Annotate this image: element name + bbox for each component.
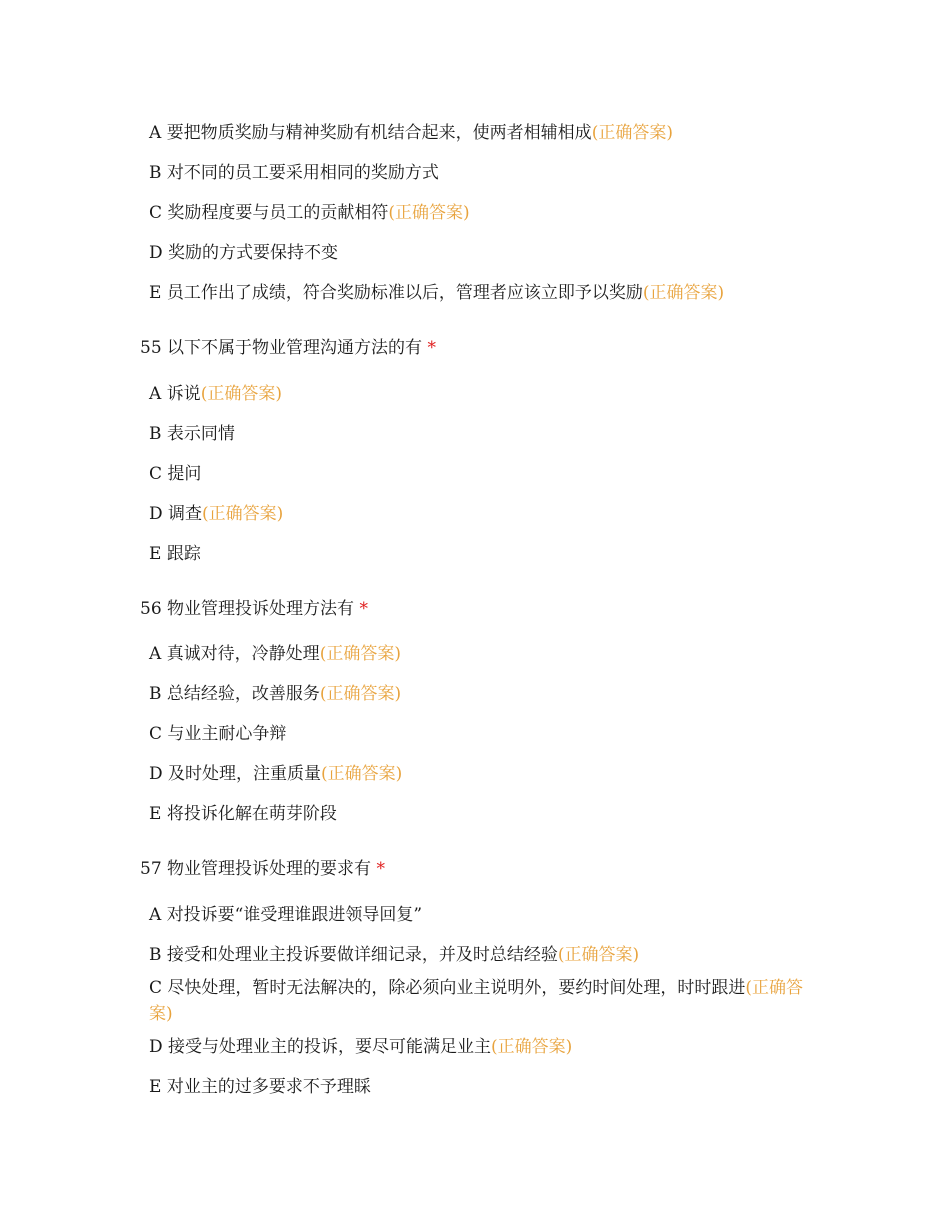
option-letter: A (149, 644, 162, 664)
correct-answer-label: (正确答案) (388, 203, 470, 223)
question-text: 以下不属于物业管理沟通方法的有 (167, 338, 423, 358)
option-text: 跟踪 (166, 544, 201, 564)
option-text: 提问 (167, 464, 202, 484)
option-text: 将投诉化解在萌芽阶段 (166, 804, 337, 824)
option-prev-a (149, 120, 673, 146)
option-letter: C (149, 464, 163, 484)
correct-answer-label: (正确答案) (491, 1037, 573, 1057)
option-56-d (149, 761, 402, 787)
question-number: 56 (140, 599, 162, 619)
option-57-d (149, 1034, 572, 1060)
question-55-title (140, 335, 436, 361)
correct-answer-label: (正确答案) (557, 945, 640, 965)
option-text: 总结经验，改善服务 (166, 684, 320, 704)
option-letter: E (149, 1077, 162, 1097)
correct-answer-label: (正确答案) (319, 644, 401, 664)
option-text: 要把物质奖励与精神奖励有机结合起来，使两者相辅相成 (166, 123, 592, 143)
option-text: 员工作出了成绩，符合奖励标准以后，管理者应该立即予以奖励 (166, 283, 643, 303)
option-letter: D (149, 764, 163, 784)
option-text: 调查 (168, 504, 203, 524)
option-letter: B (149, 945, 162, 965)
option-prev-d (149, 240, 338, 266)
option-text: 真诚对待，冷静处理 (166, 644, 320, 664)
option-letter: C (149, 978, 163, 998)
option-letter: D (149, 1037, 163, 1057)
option-letter: A (149, 123, 162, 143)
option-55-c (149, 461, 201, 487)
option-letter: E (149, 283, 162, 303)
option-text: 及时处理，注重质量 (168, 764, 322, 784)
option-text: 对投诉要“谁受理谁跟进领导回复” (166, 905, 423, 925)
required-mark: * (376, 859, 385, 879)
question-number: 57 (140, 859, 162, 879)
option-text: 对不同的员工要采用相同的奖励方式 (166, 163, 439, 183)
option-56-a (149, 641, 401, 667)
option-text: 对业主的过多要求不予理睬 (166, 1077, 371, 1097)
required-mark: * (359, 599, 368, 619)
option-letter: A (149, 905, 162, 925)
option-text: 奖励的方式要保持不变 (168, 243, 339, 263)
option-55-d (149, 501, 283, 527)
option-57-c (149, 975, 809, 1027)
correct-answer-label: (正确答案) (591, 123, 673, 143)
option-letter: C (149, 203, 163, 223)
question-56-title (140, 596, 368, 622)
option-text: 尽快处理，暂时无法解决的，除必须向业主说明外，要约时间处理，时时跟进 (167, 978, 746, 998)
question-text: 物业管理投诉处理方法有 (167, 599, 355, 619)
option-text: 接受和处理业主投诉要做详细记录，并及时总结经验 (166, 945, 558, 965)
correct-answer-label: (正确答案) (200, 384, 282, 404)
option-57-a (149, 902, 422, 928)
option-55-a (149, 381, 282, 407)
correct-answer-label: (正确答案) (321, 764, 403, 784)
question-57-title (140, 856, 385, 882)
option-letter: B (149, 684, 162, 704)
option-text: 与业主耐心争辩 (167, 724, 287, 744)
question-number: 55 (140, 338, 162, 358)
option-56-c (149, 721, 286, 747)
option-letter: E (149, 544, 162, 564)
option-letter: D (149, 504, 163, 524)
option-55-e (149, 541, 201, 567)
option-letter: B (149, 163, 162, 183)
option-letter: A (149, 384, 162, 404)
option-57-e (149, 1074, 371, 1100)
correct-answer-label: (正确答案) (202, 504, 284, 524)
option-letter: C (149, 724, 163, 744)
option-56-b (149, 681, 401, 707)
option-57-b (149, 942, 639, 968)
option-letter: E (149, 804, 162, 824)
correct-answer-label: (正确答案) (149, 978, 804, 1024)
option-prev-b (149, 160, 439, 186)
option-prev-c (149, 200, 470, 226)
option-55-b (149, 421, 235, 447)
option-letter: D (149, 243, 163, 263)
option-letter: B (149, 424, 162, 444)
option-56-e (149, 801, 337, 827)
option-text: 表示同情 (166, 424, 235, 444)
correct-answer-label: (正确答案) (319, 684, 402, 704)
question-text: 物业管理投诉处理的要求有 (167, 859, 372, 879)
option-prev-e (149, 280, 724, 306)
option-text: 诉说 (166, 384, 201, 404)
option-text: 奖励程度要与员工的贡献相符 (167, 203, 389, 223)
correct-answer-label: (正确答案) (642, 283, 725, 303)
option-text: 接受与处理业主的投诉，要尽可能满足业主 (168, 1037, 492, 1057)
required-mark: * (427, 338, 436, 358)
